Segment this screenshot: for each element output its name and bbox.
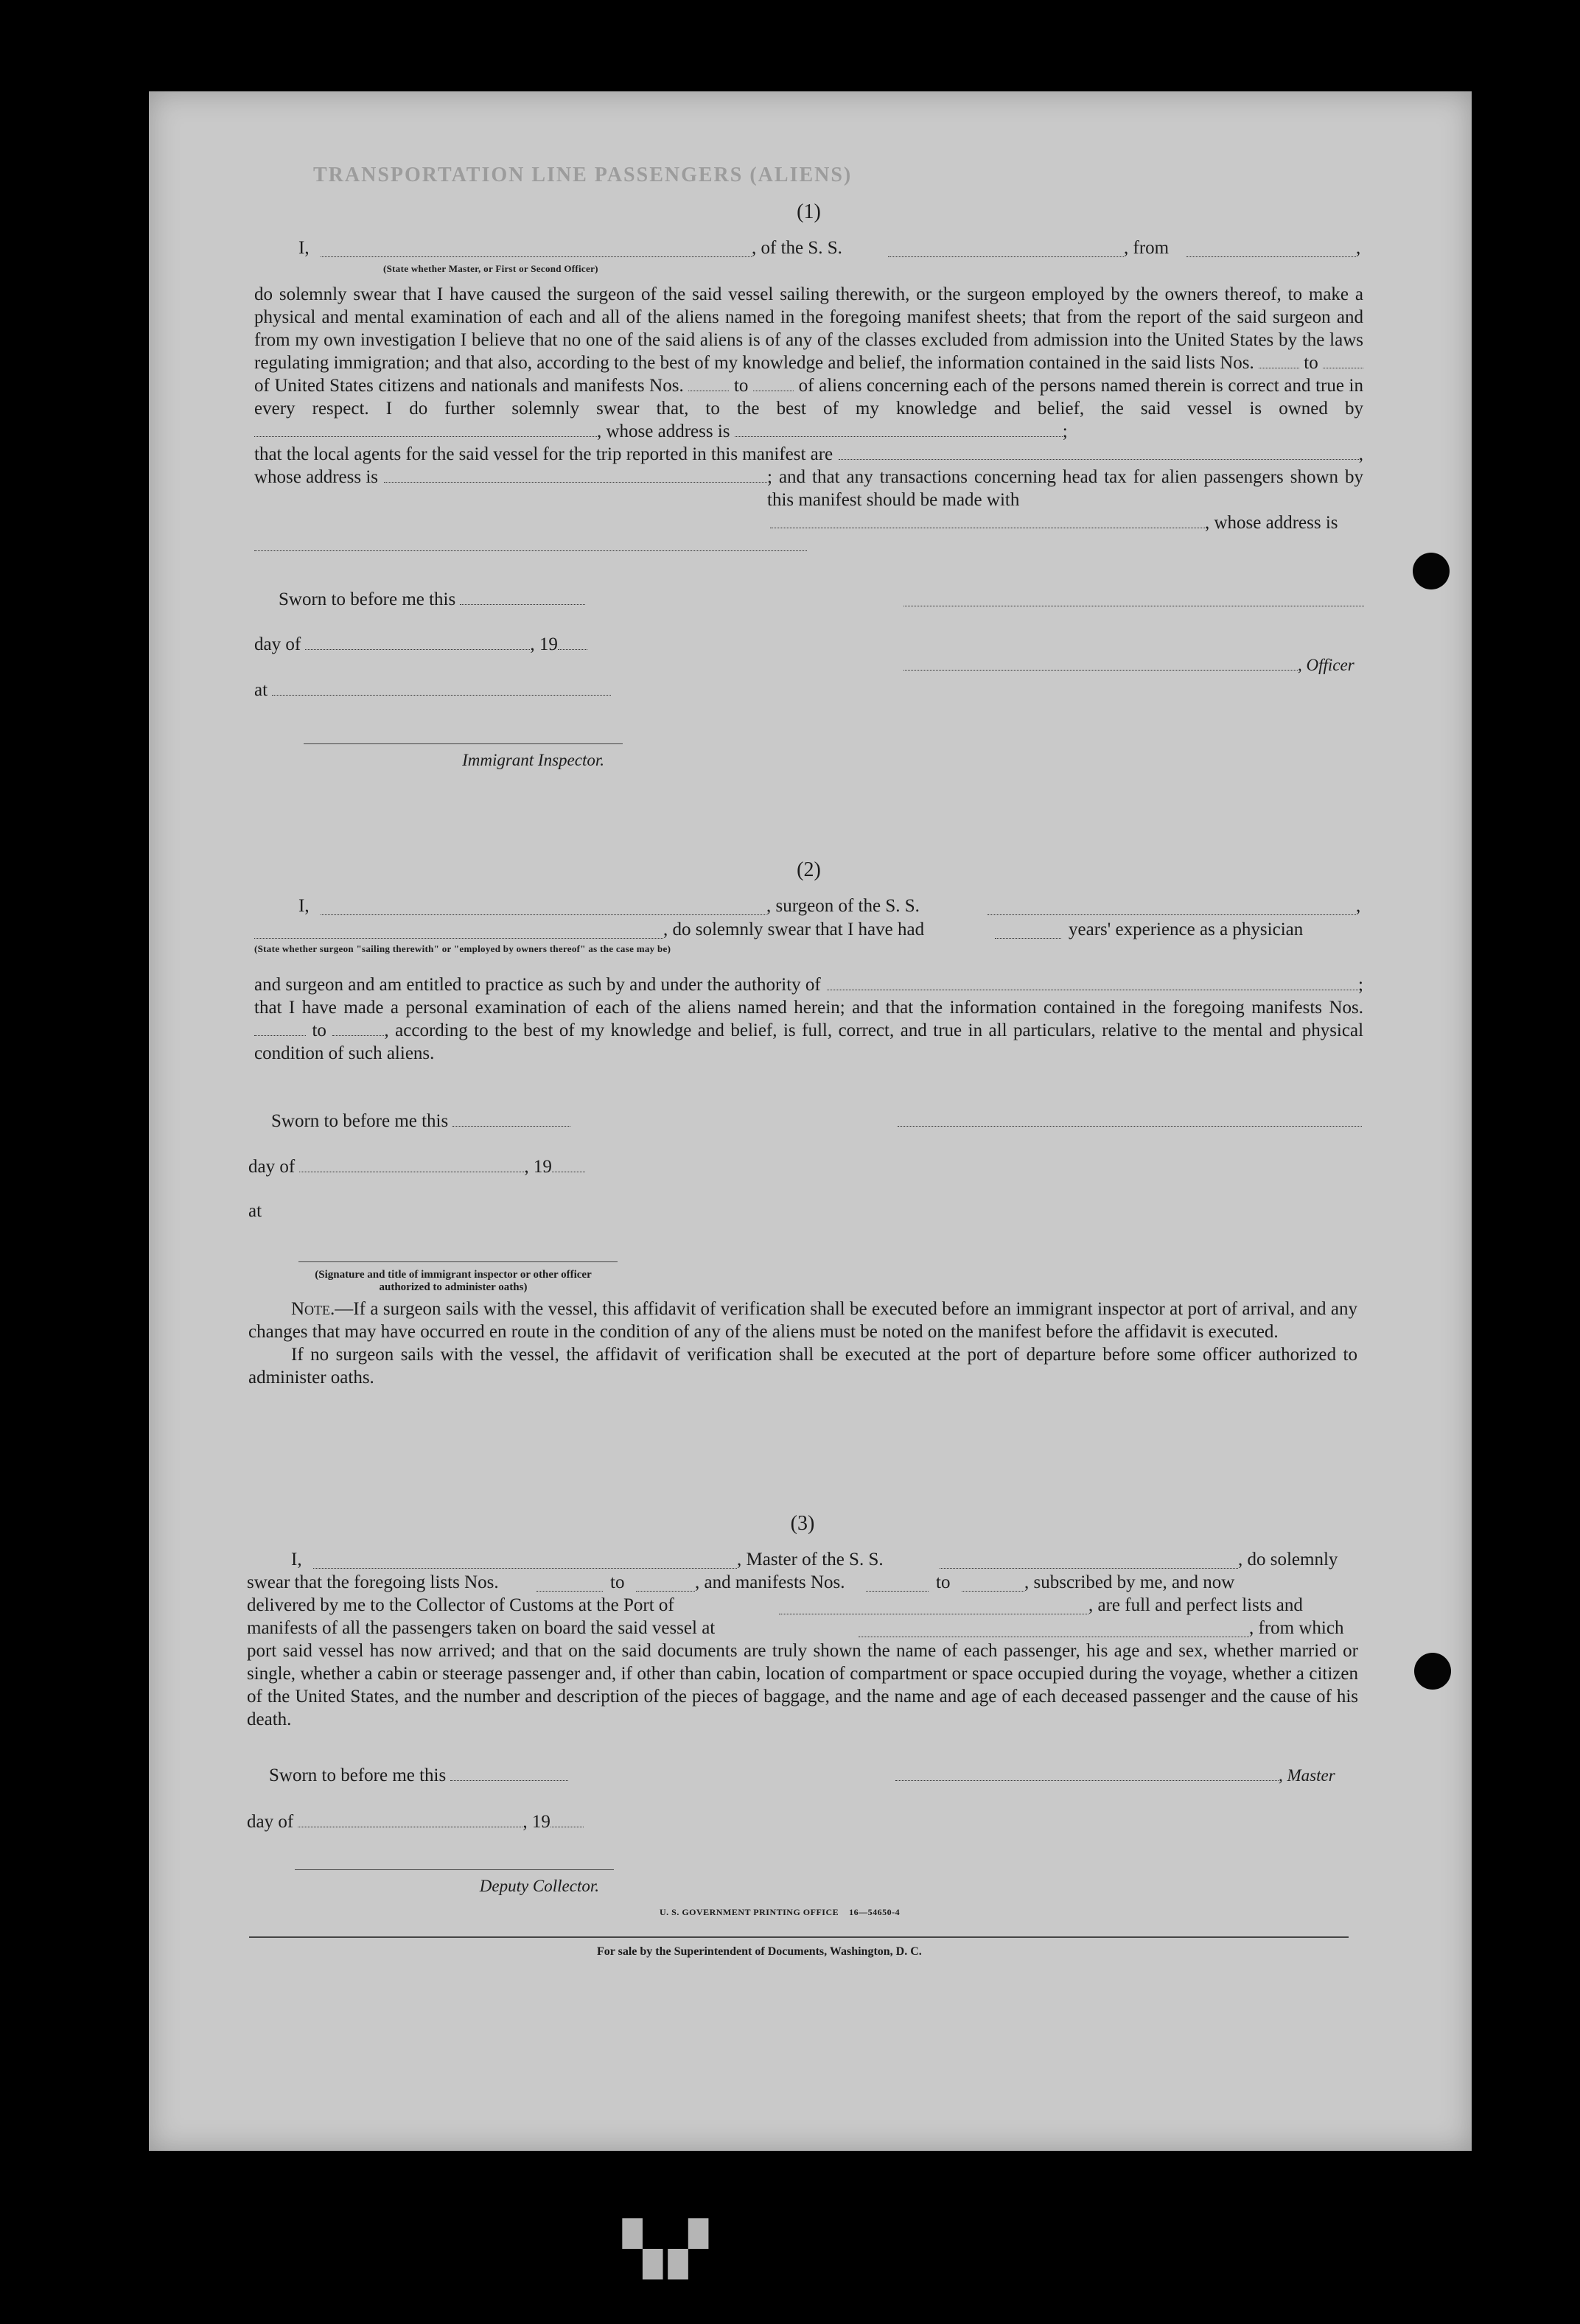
officer-signature-1 — [903, 589, 1364, 610]
footer-rule — [249, 1936, 1349, 1938]
officer-rank-hint: (State whether Master, or First or Second Officer) — [383, 263, 598, 274]
of-ss-label: , of the S. S. — [752, 238, 842, 258]
collector-signature-field[interactable] — [295, 1853, 614, 1870]
oath-i: I, — [298, 238, 310, 258]
microfilm-marks: ▚▞ — [623, 2218, 714, 2279]
at-line-2: at — [248, 1201, 262, 1221]
surgeon-manifests-to-field[interactable] — [332, 1019, 384, 1036]
surgeon-name-field[interactable] — [321, 898, 766, 915]
authority-field[interactable] — [827, 973, 1358, 990]
master-manifests-from-field[interactable] — [866, 1575, 929, 1592]
sworn-place-field[interactable] — [272, 679, 611, 696]
affidavit-master-arrival: (3) I, , Master of the S. S. , do solemnly swear that the foregoing lists Nos. to , and manifests Nos. to , subscribed by me, and now delivered by me to the Collector of Customs at the Port of , are full and perfect lists and manifests of all the passengers taken on board the said vessel at , from which port said vessel has now arrived; and that on the said documents are truly shown the name of each passenger, his age and sex, whether married or single, whether a cabin or steerage passenger and, if other than cabin, location of compartment or space occupied during the voyage, whether a citizen of the United States, and the number and description of the pieces of baggage, and the name and age of each deceased passenger and the cause of his death. — [247, 1512, 1358, 1729]
sworn-month-field-2[interactable] — [299, 1155, 524, 1172]
day-of-line: day of , 19 — [254, 633, 587, 655]
punch-hole-top — [1413, 553, 1450, 589]
master-lists-to-field[interactable] — [636, 1575, 695, 1592]
oath-text-3: of aliens concerning each of the persons named therein is correct and true in every respect. I do further solemnly swear that, to the best of my knowledge and belief, the said vessel is owned by — [254, 376, 1364, 419]
sworn-day-field[interactable] — [460, 588, 585, 605]
oath-text-1: do solemnly swear that I have caused the surgeon of the said vessel sailing therewith, or the surgeon employed by the owners thereof, to make a physical and mental examination of each and all of the aliens named in the foregoing manifest sheets; that from the report of the said surgeon and from my own investigation I believe that no one of the said aliens is of any of the classes excluded from admission into the United States by the laws regulating immigration; and that also, according to the best of my knowledge and belief, the information contained in the said lists Nos. — [254, 284, 1363, 373]
surgeon-signature — [898, 1110, 1362, 1130]
day-of-line-2: day of , 19 — [248, 1155, 585, 1177]
inspector-signature: Immigrant Inspector. — [304, 727, 623, 770]
officer-name-field[interactable] — [321, 240, 752, 257]
from-port-field[interactable] — [1186, 240, 1356, 257]
port-of-arrival-field[interactable] — [779, 1597, 1088, 1614]
section-number: (2) — [797, 858, 821, 881]
punch-hole-bottom — [1414, 1653, 1451, 1690]
surgeon-manifests-from-field[interactable] — [254, 1019, 306, 1036]
head-tax-address-field[interactable] — [254, 534, 807, 551]
surgeon-of-label: , surgeon of the S. S. — [766, 896, 920, 916]
vessel-owner-field[interactable] — [254, 420, 597, 437]
day-of-line-3: day of , 19 — [247, 1810, 584, 1833]
oath-text-2: of United States citizens and nationals and manifests Nos. — [254, 376, 684, 396]
surgeon-status-field[interactable] — [254, 922, 663, 939]
master-signature: , Master — [895, 1764, 1335, 1786]
affidavit-master: (1) I, , of the S. S. , from , (State whether Master, or First or Second Officer) do solemnly swear that I have caused the surgeon of the said vessel sailing therewith, or the surgeon employed by the owners thereof, to make a physical and mental examination of each and all of the aliens named in the foregoing manifest sheets; that from the report of the said surgeon and from my own investigation I believe that no one of the said aliens is of any of the classes excluded from admission into the United States by the laws regulating immigration; and that also, according to the best of my knowledge and belief, the information contained in the said lists Nos. to of United States citizens and nationals and manifests Nos. to of aliens concerning each of the persons named therein is correct and true in every respect. I do further solemnly swear that, to the best of my knowledge and belief, the said vessel is owned by , whose address is ; that the local agents for the said vessel for the trip reported in this manifest are , whose address is ; and that any transactions concerning head tax for alien passengers shown by this manifest should be made with , whose address is — [254, 200, 1363, 557]
master-manifests-to-field[interactable] — [962, 1575, 1024, 1592]
oath-i: I, — [298, 896, 310, 916]
master-signature-field[interactable] — [895, 1764, 1279, 1781]
sale-notice: For sale by the Superintendent of Documents, Washington, D. C. — [597, 1945, 922, 1958]
master-vessel-field[interactable] — [940, 1552, 1238, 1569]
master-name-field[interactable] — [313, 1552, 737, 1569]
section-number: (1) — [797, 200, 821, 223]
sworn-year-field-2[interactable] — [552, 1155, 585, 1172]
surgeon-vessel-field[interactable] — [988, 898, 1356, 915]
master-lists-from-field[interactable] — [536, 1575, 603, 1592]
head-tax-party-field[interactable] — [770, 511, 1205, 528]
sworn-day-field-2[interactable] — [452, 1110, 570, 1127]
years-experience-field[interactable] — [995, 922, 1061, 939]
affidavit-surgeon: (2) I, , surgeon of the S. S. , , do solemnly swear that I have had years' experience as a physician (State whether surgeon "sailing therewith" or "employed by owners thereof" as the case may be) and surgeon and am entitled to practice as such by and under the authority of ; that I have made a personal examination of each of the aliens named herein; and that the information contained in the foregoing manifests Nos. to , according to the best of my knowledge and belief, is full, correct, and true in all particulars, relative to the mental and physical condition of such aliens. — [254, 858, 1364, 1063]
authorized-signature-field[interactable] — [298, 1245, 618, 1262]
sworn-month-field[interactable] — [305, 633, 530, 650]
vessel-name-field[interactable] — [888, 240, 1124, 257]
lists-from-field[interactable] — [1259, 351, 1299, 368]
whose-address-label: whose address is — [254, 467, 379, 487]
sworn-line-2: Sworn to before me this — [271, 1110, 570, 1132]
sworn-day-field-3[interactable] — [450, 1764, 568, 1781]
surgeon-signature-field[interactable] — [898, 1110, 1362, 1127]
authorized-signature: (Signature and title of immigrant inspector or other officer authorized to administer oaths) — [298, 1245, 618, 1294]
sworn-line-3: Sworn to before me this — [269, 1764, 568, 1786]
oath-text-5: ; and that any transactions concerning head tax for alien passengers shown by this manifest should be made with — [767, 467, 1363, 510]
officer-signature-field-1[interactable] — [903, 589, 1364, 606]
lists-to-field[interactable] — [1323, 351, 1363, 368]
sworn-year-field-3[interactable] — [550, 1810, 584, 1827]
surgeon-status-hint: (State whether surgeon "sailing therewith" or "employed by owners thereof" as the case may be) — [254, 943, 671, 954]
local-agents-field[interactable] — [839, 443, 1359, 460]
agents-address-field[interactable] — [384, 466, 767, 483]
sworn-line: Sworn to before me this — [279, 588, 585, 610]
owner-address-field[interactable] — [735, 420, 1063, 437]
sworn-month-field-3[interactable] — [298, 1810, 522, 1827]
from-label: , from — [1124, 238, 1170, 258]
sworn-year-field[interactable] — [558, 633, 587, 650]
port-of-departure-field[interactable] — [859, 1620, 1249, 1637]
officer-signature-field-2[interactable] — [903, 654, 1298, 671]
section-number: (3) — [790, 1512, 815, 1535]
manifests-to-field[interactable] — [753, 374, 794, 391]
oath-text-4: that the local agents for the said vessel for the trip reported in this manifest are — [254, 444, 833, 464]
manifests-from-field[interactable] — [688, 374, 729, 391]
collector-signature: Deputy Collector. — [295, 1853, 614, 1896]
inspector-signature-field[interactable] — [304, 727, 623, 744]
header-stamp: TRANSPORTATION LINE PASSENGERS (ALIENS) — [313, 164, 853, 186]
officer-signature-2: , Officer — [903, 654, 1354, 676]
at-line: at — [254, 679, 611, 701]
gpo-imprint: U. S. GOVERNMENT PRINTING OFFICE 16—54650-4 — [660, 1907, 901, 1917]
verification-note: Note.—If a surgeon sails with the vessel, this affidavit of verification shall be executed before an immigrant inspector at port of arrival, and any changes that may have occurred en route in the condition of any of the aliens must be noted on the manifest before the affidavit is executed. If no surgeon sails with the vessel, the affidavit of verification shall be executed at the port of departure before some officer authorized to administer oaths. — [248, 1299, 1357, 1387]
